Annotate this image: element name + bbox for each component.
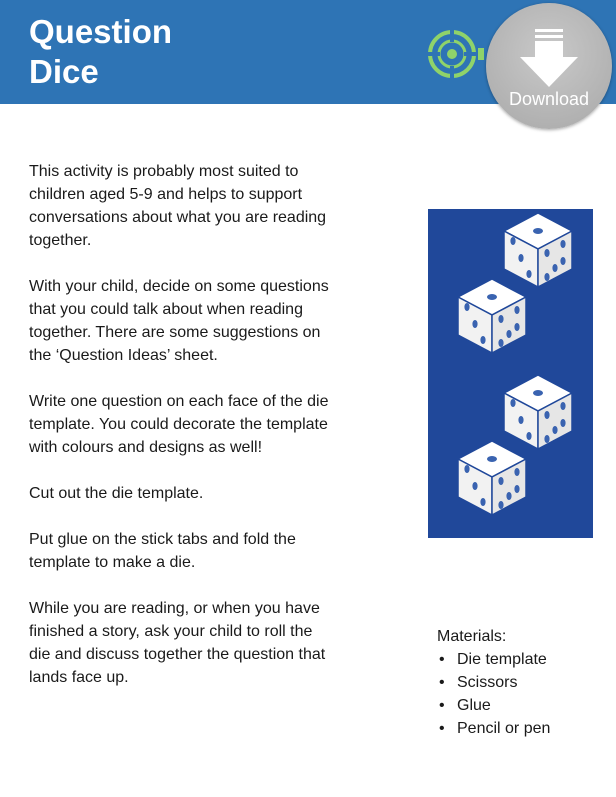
instruction-paragraph: This activity is probably most suited to children aged 5-9 and helps to support conversations about what you are reading together.	[29, 163, 327, 249]
list-item	[437, 671, 550, 694]
download-button[interactable]	[486, 3, 612, 129]
instruction-paragraph: Write one question on each face of the die template. You could decorate the template with colours and designs as well!	[29, 393, 329, 456]
title-line-2: Dice	[29, 53, 99, 90]
download-arrow-icon	[518, 29, 580, 89]
instruction-paragraph: While you are reading, or when you have finished a story, ask your child to roll the die and discuss together the question that lands face up.	[29, 600, 326, 686]
page-title	[29, 12, 172, 92]
list-item	[437, 717, 550, 740]
bullet-icon: •	[439, 720, 445, 737]
instruction-paragraph: Cut out the die template.	[29, 485, 204, 502]
materials-heading: Materials:	[437, 628, 507, 645]
dice-illustration	[428, 209, 593, 538]
bullet-icon: •	[439, 697, 445, 714]
instruction-paragraph: Put glue on the stick tabs and fold the template to make a die.	[29, 531, 296, 571]
list-item	[437, 694, 550, 717]
materials-list	[437, 625, 550, 740]
instruction-paragraph: With your child, decide on some questions that you could talk about when reading together. There are some suggestions on the ‘Question Ideas’ sheet.	[29, 278, 329, 364]
list-item	[437, 648, 550, 671]
material-item: Pencil or pen	[457, 720, 551, 737]
download-label: Download	[508, 89, 590, 109]
material-item: Glue	[457, 697, 491, 714]
bullet-icon: •	[439, 651, 445, 668]
dice-picture	[428, 209, 593, 538]
bullet-icon: •	[439, 674, 445, 691]
material-item: Die template	[457, 651, 547, 668]
title-line-1: Question	[29, 13, 173, 50]
logo-emblem-icon	[424, 26, 484, 82]
material-item: Scissors	[457, 674, 518, 691]
instructions	[29, 160, 329, 712]
